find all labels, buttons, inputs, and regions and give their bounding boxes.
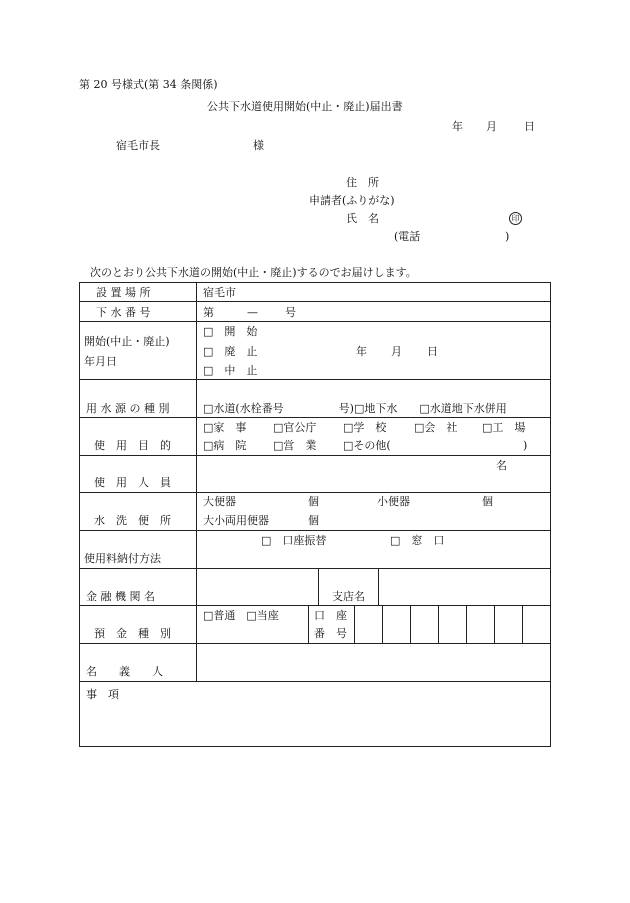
toilet-large-unit: 個	[308, 495, 319, 508]
payment-label: 使用料納付方法	[84, 552, 161, 565]
deposit-options[interactable]: □普通 □当座	[203, 609, 279, 622]
water-source-label: 用 水 源 の 種 別	[86, 402, 170, 415]
option-start[interactable]: □ 開 始	[203, 325, 258, 338]
address-label: 住 所	[346, 176, 379, 189]
phone-close: )	[505, 230, 510, 243]
date-day-label: 日	[524, 120, 535, 133]
phone-open: (電話	[394, 230, 421, 243]
purpose-other-close: )	[523, 439, 528, 452]
location-label: 設 置 場 所	[96, 286, 151, 299]
document-title: 公共下水道使用開始(中止・廃止)届出書	[207, 100, 403, 113]
option-abolish[interactable]: □ 廃 止	[203, 345, 258, 358]
toilet-label: 水 洗 便 所	[94, 514, 171, 527]
toilet-large-label: 大便器	[203, 495, 236, 508]
start-date-label-1: 開始(中止・廃止)	[84, 335, 170, 348]
purpose-government[interactable]: □官公庁	[273, 421, 317, 434]
date-nen: 年	[356, 345, 367, 358]
users-label: 使 用 人 員	[94, 476, 171, 489]
seal-mark: 印	[509, 212, 522, 225]
account-no-label-1: 口 座	[314, 609, 347, 622]
location-value: 宿毛市	[203, 286, 236, 299]
purpose-factory[interactable]: □工 場	[482, 421, 526, 434]
purpose-hospital[interactable]: □病 院	[203, 439, 247, 452]
holder-label: 名 義 人	[86, 665, 163, 678]
toilet-small-label: 小便器	[377, 495, 410, 508]
purpose-company[interactable]: □会 社	[414, 421, 458, 434]
branch-label: 支店名	[332, 590, 365, 603]
sewer-no-go: 号	[285, 306, 296, 319]
toilet-small-unit: 個	[482, 495, 493, 508]
application-table	[79, 282, 551, 747]
deposit-label: 預 金 種 別	[94, 627, 171, 640]
date-tsuki: 月	[391, 345, 402, 358]
sewer-no-dash: —	[247, 306, 258, 319]
account-no-label-2: 番 号	[314, 627, 347, 640]
sewer-no-first: 第	[203, 306, 214, 319]
start-date-label-2: 年月日	[84, 355, 117, 368]
name-label: 氏 名	[346, 212, 379, 225]
date-year-label: 年	[452, 120, 463, 133]
addressee: 宿毛市長	[116, 139, 160, 152]
honorific: 様	[253, 139, 264, 152]
payment-transfer-option[interactable]: □ 口座振替	[261, 534, 327, 547]
purpose-business[interactable]: □営 業	[273, 439, 317, 452]
option-stop[interactable]: □ 中 止	[203, 364, 258, 377]
purpose-other[interactable]: □その他(	[343, 439, 391, 452]
water-source-options[interactable]: □水道(水栓番号 号)□地下水 □水道地下水併用	[203, 402, 507, 415]
purpose-school[interactable]: □学 校	[343, 421, 387, 434]
intro-text: 次のとおり公共下水道の開始(中止・廃止)するのでお届けします。	[90, 266, 417, 279]
applicant-label: 申請者(ふりがな)	[309, 194, 395, 207]
date-month-label: 月	[486, 120, 497, 133]
users-unit: 名	[496, 459, 507, 472]
purpose-label: 使 用 目 的	[94, 439, 171, 452]
toilet-both-unit: 個	[308, 514, 319, 527]
toilet-both-label: 大小両用便器	[203, 514, 269, 527]
notes-label: 事 項	[86, 688, 119, 701]
date-hi: 日	[427, 345, 438, 358]
payment-window-option[interactable]: □ 窓 口	[390, 534, 445, 547]
form-number: 第 20 号様式(第 34 条関係)	[79, 78, 218, 91]
sewer-no-label: 下 水 番 号	[96, 306, 151, 319]
purpose-household[interactable]: □家 事	[203, 421, 247, 434]
bank-label: 金 融 機 関 名	[86, 590, 155, 603]
